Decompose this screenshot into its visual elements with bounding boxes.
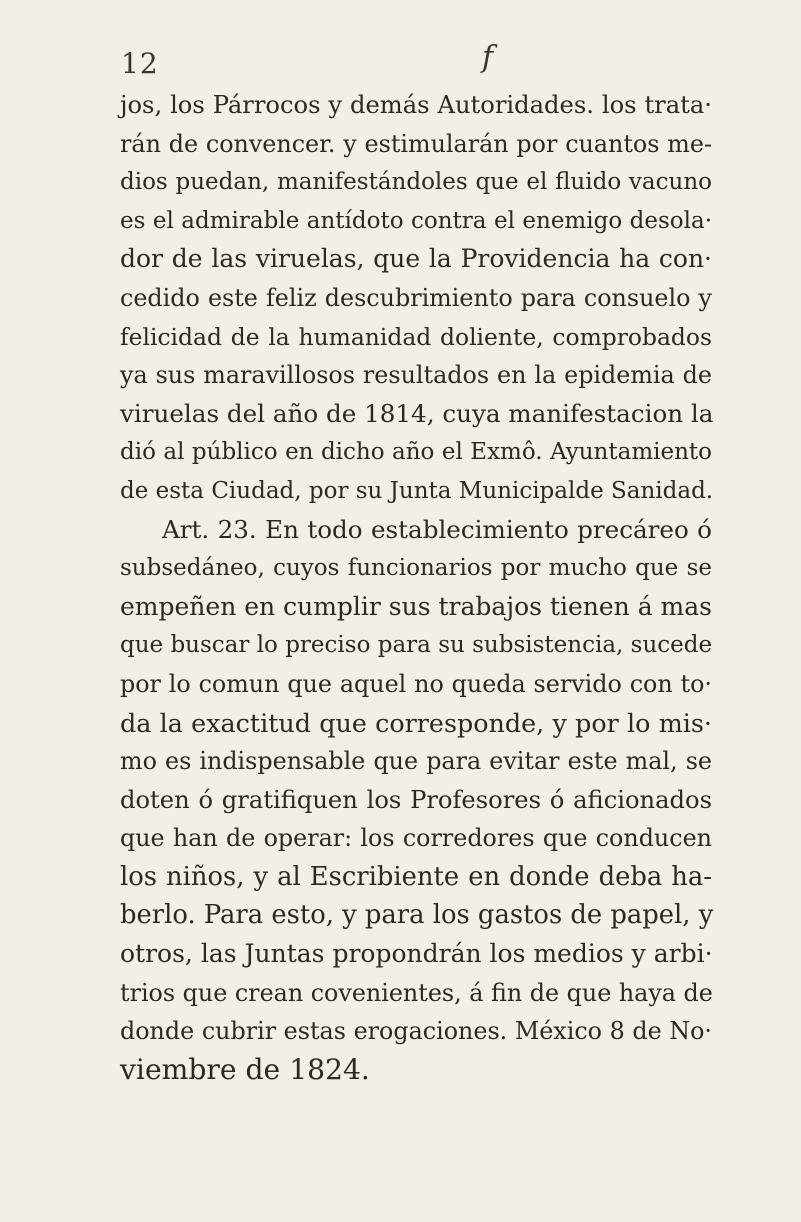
text-line: dios puedan, manifestándoles que el fluido vacuno [120, 169, 712, 196]
printer-mark: f [482, 40, 494, 75]
text-line: donde cubrir estas erogaciones. México 8 de No· [120, 1017, 712, 1046]
text-line: felicidad de la humanidad doliente, comprobados [120, 322, 712, 351]
text-line: dor de las viruelas, que la Providencia ha con· [120, 244, 712, 274]
text-line: cedido este feliz descubrimiento para consuelo y [120, 283, 712, 312]
text-line: trios que crean covenientes, á fin de que haya de [120, 978, 713, 1007]
text-line: subsedáneo, cuyos funcionarios por mucho que se [120, 555, 712, 582]
text-line: doten ó gratifiquen los Profesores ó aficionados [120, 785, 712, 814]
text-line: mo es indispensable que para evitar este mal, se [120, 747, 712, 776]
text-line: que buscar lo preciso para su subsistencia, sucede [120, 632, 713, 659]
text-line: viruelas del año de 1814, cuya manifestacion la [120, 398, 714, 428]
text-line: que han de operar: los corredores que conducen [120, 824, 712, 853]
text-line: los niños, y al Escribiente en donde deba ha- [120, 861, 712, 892]
text-line: dió al público en dicho año el Exmô. Ayuntamiento [120, 439, 712, 466]
text-line: jos, los Párrocos y demás Autoridades. los trata· [120, 91, 712, 119]
body-text [120, 86, 712, 1089]
text-line: ya sus maravillosos resultados en la epidemia de [120, 361, 712, 390]
text-line-final: viembre de 1824. [120, 1052, 370, 1086]
page-number: 12 [121, 47, 159, 80]
text-line: es el admirable antídoto contra el enemigo desola· [120, 207, 712, 234]
text-line: berlo. Para esto, y para los gastos de papel, y [120, 900, 714, 931]
article-heading-line: Art. 23. En todo establecimiento precáreo ó [162, 514, 712, 544]
text-line: de esta Ciudad, por su Junta Municipalde Sanidad. [120, 477, 714, 504]
text-line: rán de convencer. y estimularán por cuantos me- [120, 129, 712, 158]
text-line: da la exactitud que corresponde, y por lo mis· [120, 707, 712, 738]
text-line: empeñen en cumplir sus trabajos tienen á mas [120, 591, 712, 621]
text-line: por lo comun que aquel no queda servido con to· [120, 669, 712, 698]
text-line: otros, las Juntas propondrán los medios y arbi· [120, 939, 713, 969]
